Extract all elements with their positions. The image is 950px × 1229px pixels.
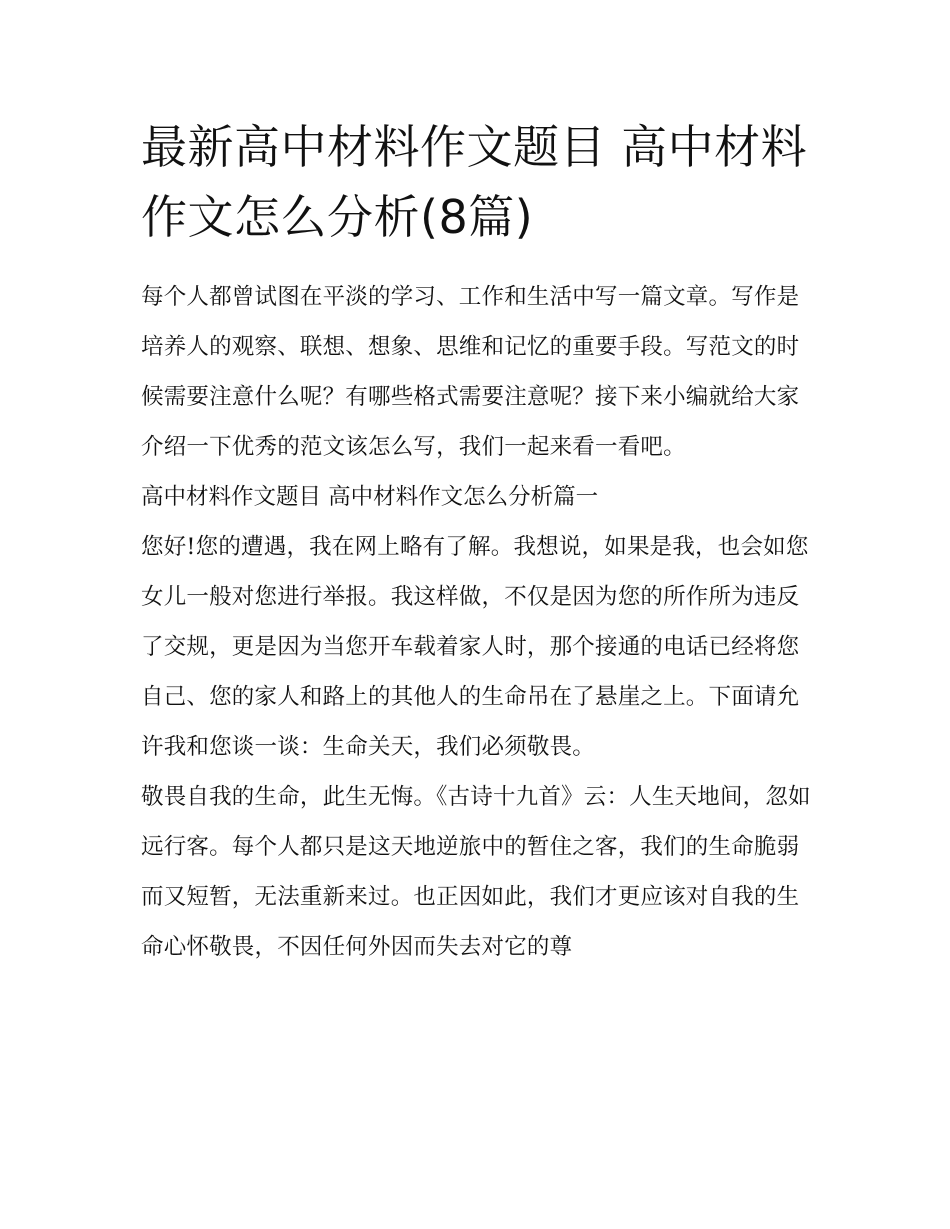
document-content	[141, 112, 813, 972]
body-paragraph-1: 您好!您的遭遇，我在网上略有了解。我想说，如果是我，也会如您女儿一般对您进行举报。我这样做，不仅是因为您的所作所为违反了交规，更是因为当您开车载着家人时，那个接通的电话已经将您自己、您的家人和路上的其他人的生命吊在了悬崖之上。下面请允许我和您谈一谈：生命关天，我们必须敬畏。	[141, 534, 809, 760]
section-heading: 高中材料作文题目 高中材料作文怎么分析篇一	[141, 484, 599, 510]
body-paragraph-2: 敬畏自我的生命，此生无悔。《古诗十九首》云：人生天地间，忽如远行客。每个人都只是这天地逆旅中的暂住之客，我们的生命脆弱而又短暂，无法重新来过。也正因如此，我们才更应该对自我的生命心怀敬畏，不因任何外因而失去对它的尊	[141, 784, 811, 960]
intro-paragraph: 每个人都曾试图在平淡的学习、工作和生活中写一篇文章。写作是培养人的观察、联想、想象、思维和记忆的重要手段。写范文的时候需要注意什么呢？有哪些格式需要注意呢？接下来小编就给大家介绍一下优秀的范文该怎么写，我们一起来看一看吧。	[141, 284, 800, 460]
document-title: 最新高中材料作文题目 高中材料作文怎么分析(8篇)	[141, 120, 808, 244]
